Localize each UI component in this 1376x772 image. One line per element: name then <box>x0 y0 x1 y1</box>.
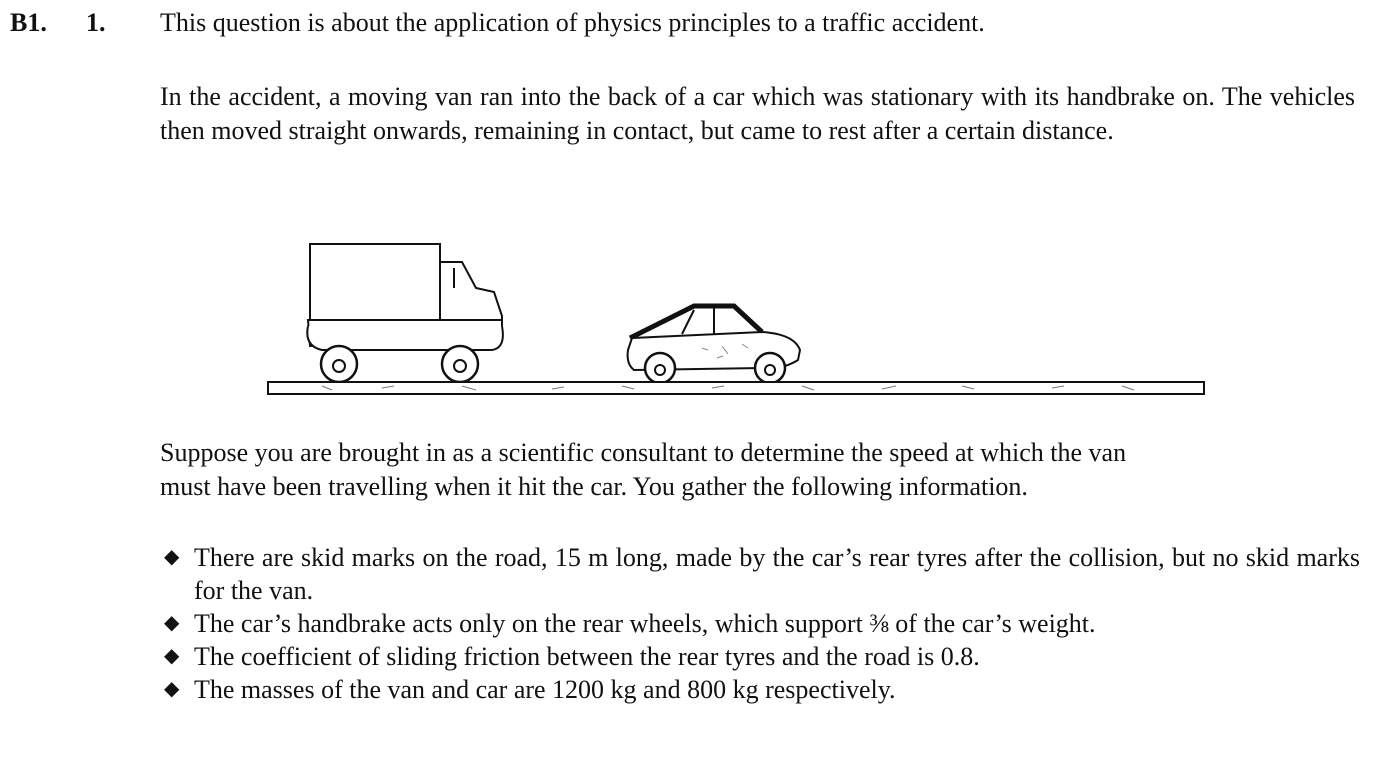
van-illustration <box>307 244 503 350</box>
list-item-text: The car’s handbrake acts only on the rear wheels, which support ⅜ of the car’s weight. <box>194 609 1096 638</box>
consultant-line-2: must have been travelling when it hit the car. You gather the following information. <box>160 472 1028 501</box>
list-item <box>160 607 1360 640</box>
consultant-paragraph <box>160 436 1355 504</box>
van-wheel-front <box>442 346 478 382</box>
scenario-paragraph: In the accident, a moving van ran into the back of a car which was stationary with its handbrake on. The vehicles then moved straight onwards, remaining in contact, but came to rest after a certain distance. <box>160 82 1355 145</box>
list-item-text: The masses of the van and car are 1200 kg and 800 kg respectively. <box>194 675 896 704</box>
car-wheel-front <box>755 353 785 383</box>
van-wheel-rear <box>321 346 357 382</box>
car-wheel-rear <box>645 353 675 383</box>
road-surface <box>268 382 1204 394</box>
list-item-text: There are skid marks on the road, 15 m long, made by the car’s rear tyres after the collision, but no skid marks for the van. <box>194 543 1360 605</box>
bullet-icon: ◆ <box>164 612 180 634</box>
bullet-icon: ◆ <box>164 645 180 667</box>
consultant-line-1: Suppose you are brought in as a scientific consultant to determine the speed at which the van <box>160 438 1127 467</box>
list-item <box>160 541 1360 607</box>
bullet-icon: ◆ <box>164 678 180 700</box>
list-item <box>160 673 1360 706</box>
question-intro: This question is about the application of physics principles to a traffic accident. <box>160 8 985 37</box>
list-item <box>160 640 1360 673</box>
accident-diagram <box>262 226 1212 406</box>
question-number: 1. <box>86 8 106 37</box>
accident-diagram-svg <box>262 226 1212 406</box>
bullet-icon: ◆ <box>164 546 180 568</box>
information-list <box>160 541 1360 706</box>
question-section-label: B1. <box>10 8 47 37</box>
list-item-text: The coefficient of sliding friction between the rear tyres and the road is 0.8. <box>194 642 980 671</box>
